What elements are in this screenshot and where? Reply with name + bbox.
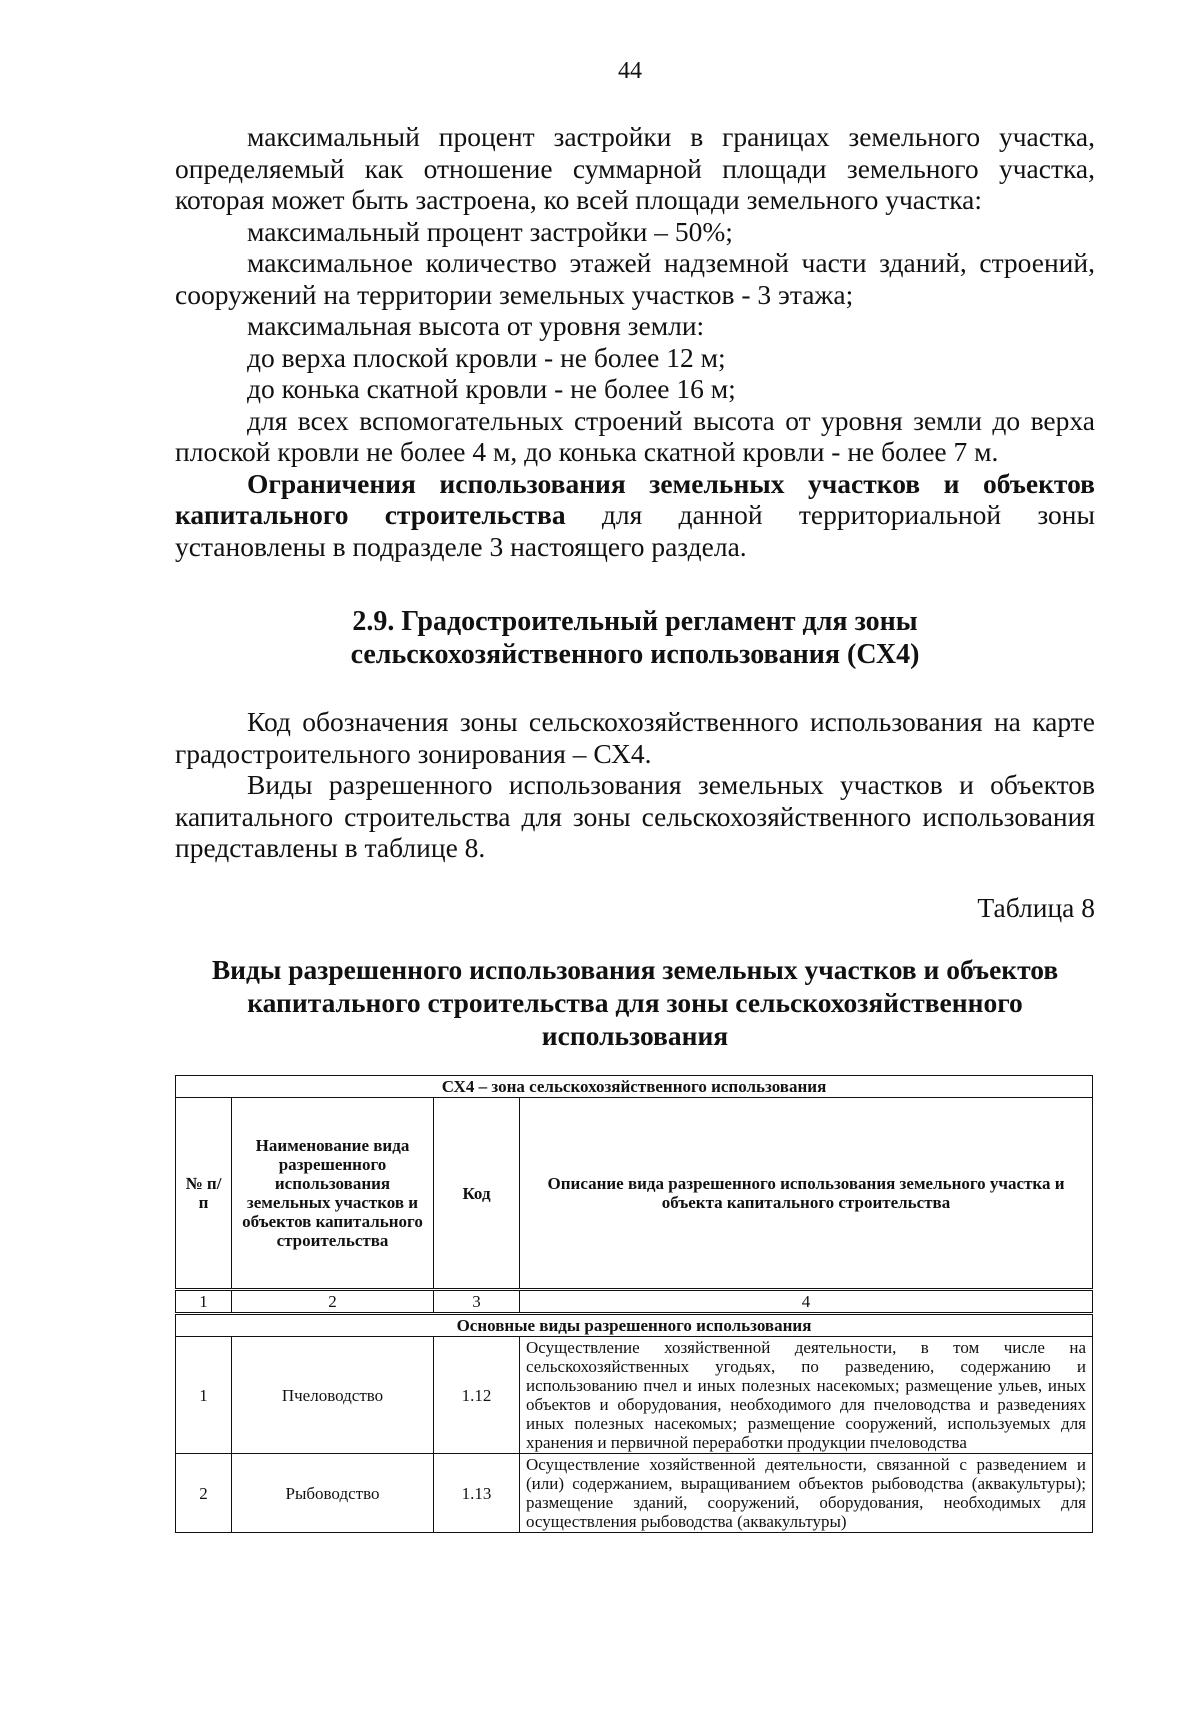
header-num: № п/п: [176, 1098, 232, 1290]
row-code: 1.12: [434, 1337, 520, 1454]
paragraph-build-percent-def: максимальный процент застройки в границах земельного участка, определяемый как отношение суммарной площади земельного участка, которая может быть застроена, ко всей площади земельного участка:: [175, 121, 1095, 215]
paragraph-max-height: максимальная высота от уровня земли:: [247, 310, 705, 341]
paragraph-table-reference: Виды разрешенного использования земельных участков и объектов капитального строительства для зоны сельскохозяйственного использования представлены в таблице 8.: [175, 769, 1095, 863]
row-name: Пчеловодство: [232, 1337, 434, 1454]
paragraph-zone-code: Код обозначения зоны сельскохозяйственного использования на карте градостроительного зонирования – СХ4.: [175, 706, 1095, 769]
row-num: 1: [176, 1337, 232, 1454]
zone-parameters-text: [175, 121, 1095, 562]
table-zone-row: [176, 1076, 1093, 1098]
restrictions-bold: Ограничения использования земельных участков и объектов капитального строительства: [175, 467, 1095, 530]
column-number: 3: [434, 1290, 520, 1314]
page-number: 44: [618, 58, 642, 84]
row-description: Осуществление хозяйственной деятельности, в том числе на сельскохозяйственных угодьях, по разведению, содержанию и использованию пчел и иных полезных насекомых; размещение ульев, иных объектов и оборудования, необходимого для пчеловодства и разведениях иных полезных насекомых; размещение сооружений, используемых для хранения и первичной переработки продукции пчеловодства: [520, 1337, 1093, 1454]
table-zone-header: СХ4 – зона сельскохозяйственного использования: [176, 1076, 1093, 1098]
row-description: Осуществление хозяйственной деятельности, связанной с разведением и (или) содержанием, выращиванием объектов рыбоводства (аквакультуры); размещение зданий, сооружений, оборудования, необходимых для осуществления рыбоводства (аквакультуры): [520, 1454, 1093, 1533]
table-row: [176, 1454, 1093, 1533]
paragraph-build-percent: максимальный процент застройки – 50%;: [247, 215, 733, 247]
paragraph-pitched-roof: до конька скатной кровли - не более 16 м;: [247, 373, 736, 404]
section-heading-line2: сельскохозяйственного использования (СХ4): [350, 639, 920, 670]
column-number: 2: [232, 1290, 434, 1314]
table-title-line1: Виды разрешенного использования земельных участков и объектов: [211, 954, 1059, 985]
header-code: Код: [434, 1098, 520, 1290]
header-name: Наименование вида разрешенного использования земельных участков и объектов капитального строительства: [232, 1098, 434, 1290]
column-number: 4: [520, 1290, 1093, 1314]
row-num: 2: [176, 1454, 232, 1533]
table-title: [175, 953, 1095, 1052]
table-section-label: Основные виды разрешенного использования: [176, 1314, 1093, 1337]
table-title-line2: капитального строительства для зоны сельскохозяйственного: [247, 987, 1023, 1018]
table-row: [176, 1337, 1093, 1454]
table-caption: Таблица 8: [977, 892, 1095, 923]
restrictions-rest: для данной территориальной зоны установлены в подразделе 3 настоящего раздела.: [175, 499, 1095, 562]
permitted-uses-table: [175, 1075, 1093, 1533]
table-title-line3: использования: [541, 1020, 729, 1051]
paragraph-restrictions: [175, 468, 1095, 563]
table-column-numbers-row: [176, 1290, 1093, 1314]
section-heading: [175, 605, 1095, 671]
zone-description-text: [175, 706, 1095, 864]
paragraph-floors: максимальное количество этажей надземной части зданий, строений, сооружений на территории земельных участков - 3 этажа;: [175, 247, 1095, 310]
section-heading-line1: 2.9. Градостроительный регламент для зоны: [352, 606, 918, 637]
column-number: 1: [176, 1290, 232, 1314]
table-section-row: [176, 1314, 1093, 1337]
row-name: Рыбоводство: [232, 1454, 434, 1533]
table-header-row: [176, 1098, 1093, 1290]
paragraph-auxiliary-buildings: для всех вспомогательных строений высота от уровня земли до верха плоской кровли не более 4 м, до конька скатной кровли - не более 7 м.: [175, 404, 1095, 467]
row-code: 1.13: [434, 1454, 520, 1533]
header-description: Описание вида разрешенного использования земельного участка и объекта капитального строительства: [520, 1098, 1093, 1290]
paragraph-flat-roof: до верха плоской кровли - не более 12 м;: [247, 341, 726, 373]
